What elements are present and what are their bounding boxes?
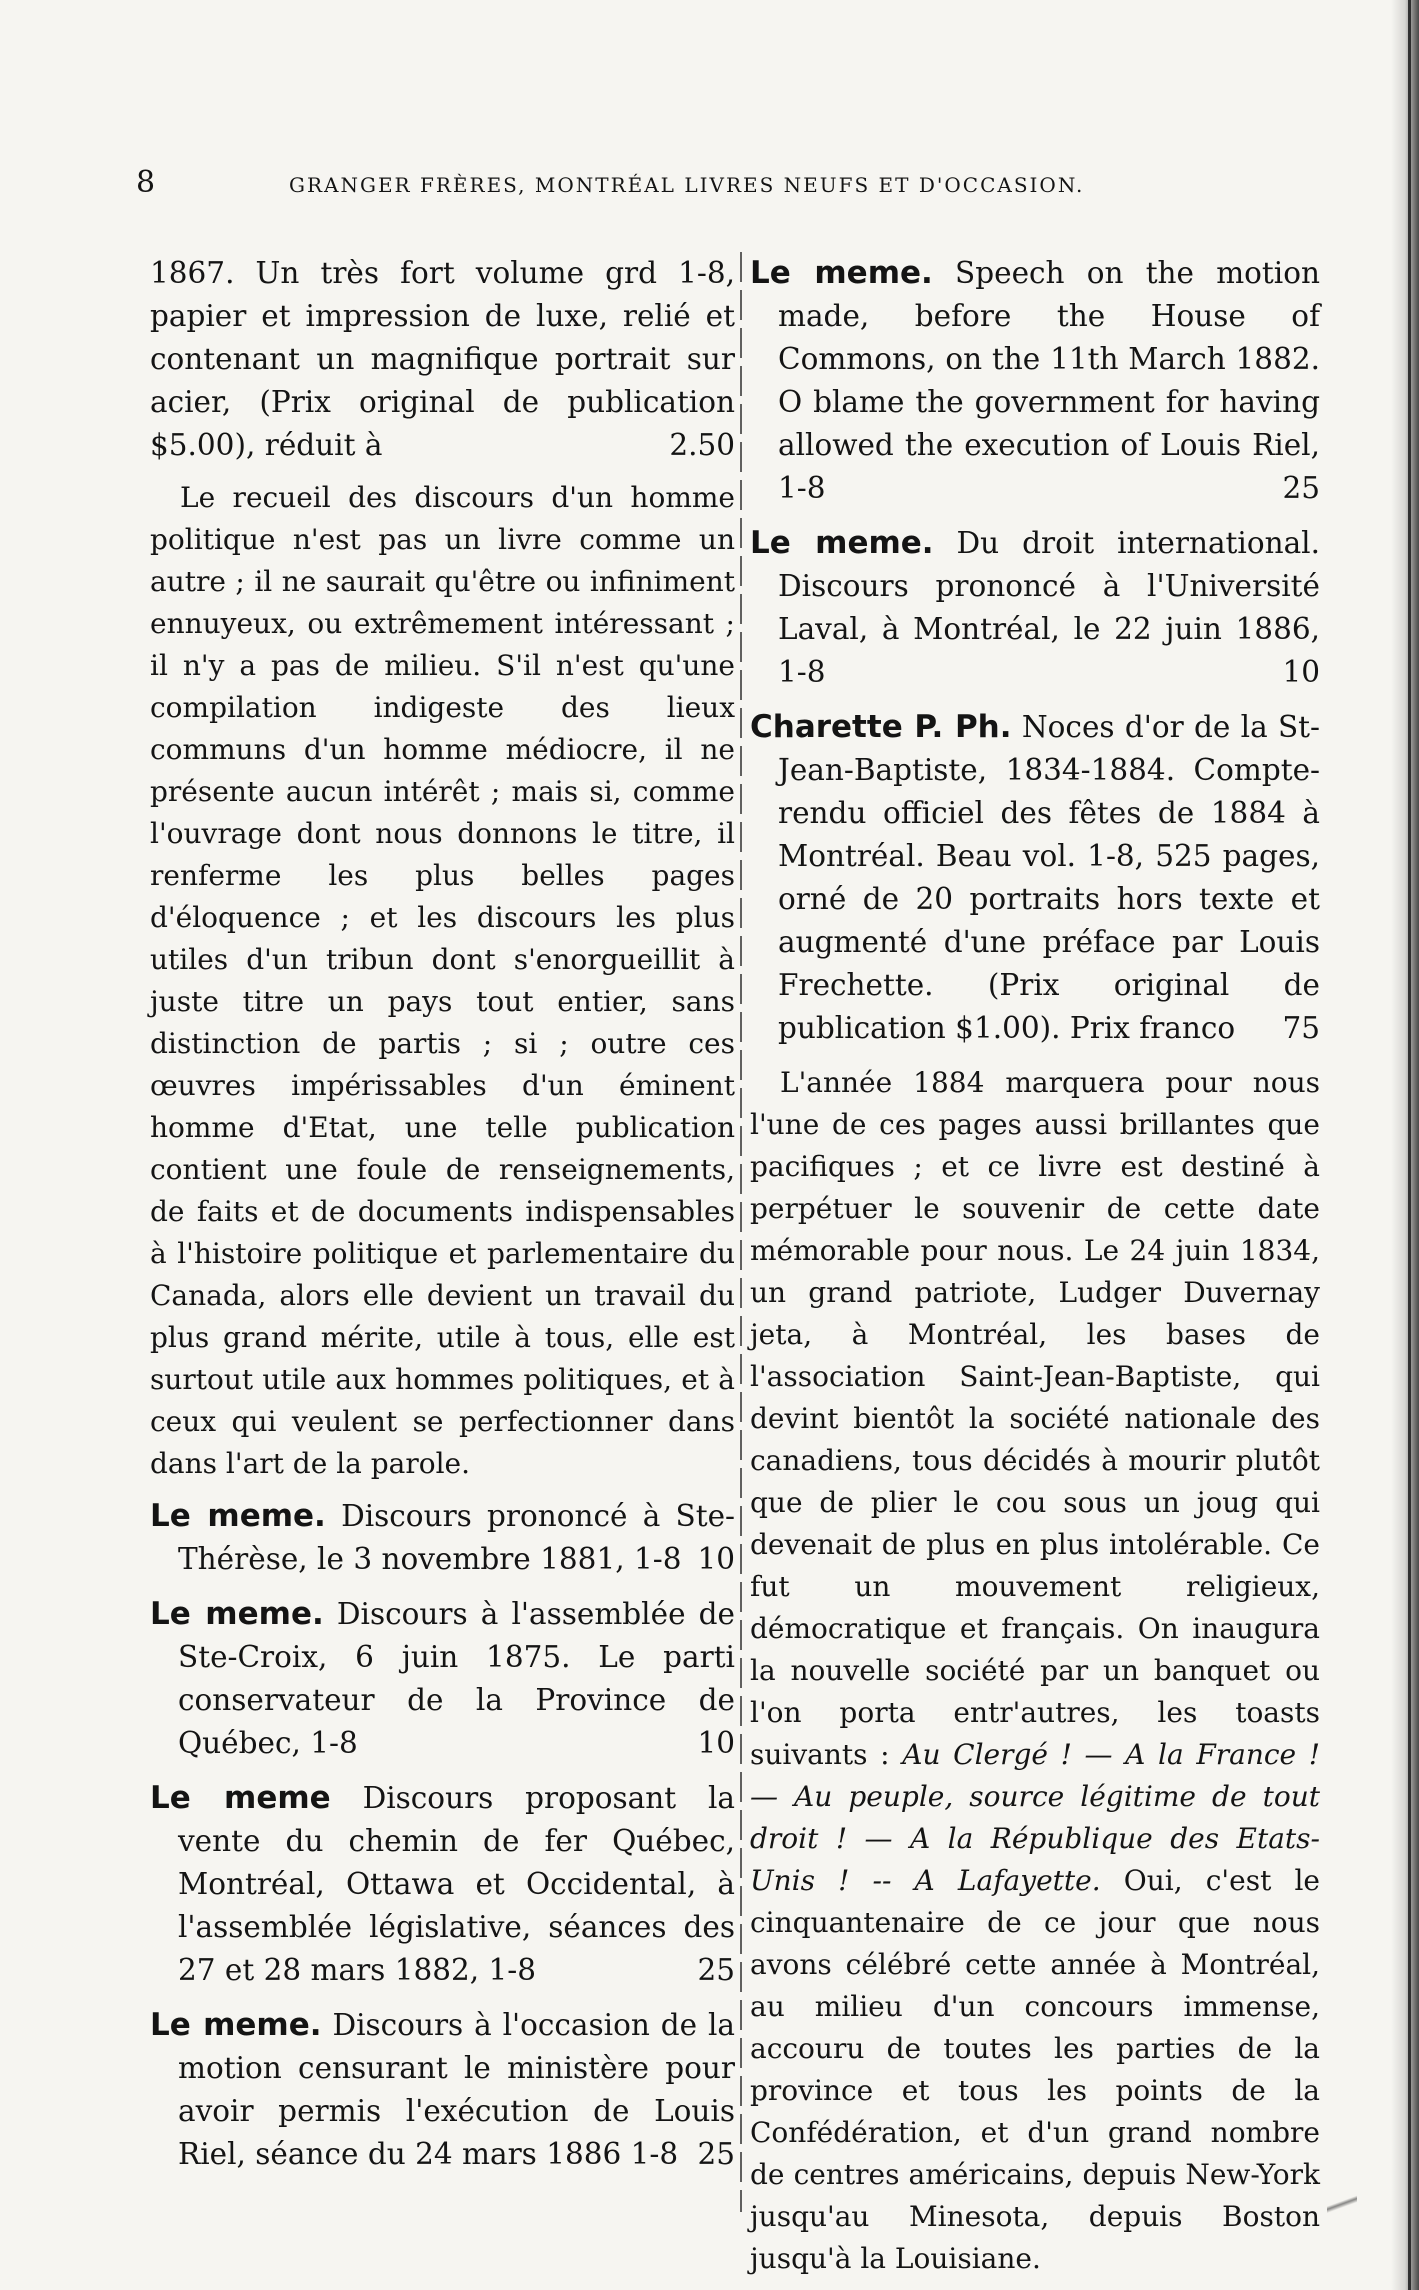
entry-text: Speech on the motion made, before the House of Commons, on the 11th March 1882. O blame the government for having allowed the execution of Louis Riel, 1-8 — [778, 256, 1320, 505]
catalogue-entry — [150, 2004, 735, 2176]
catalogue-entry — [150, 1777, 735, 1992]
page-corner-mark — [1327, 2178, 1357, 2230]
entry-author: Le meme. — [750, 255, 933, 291]
page-edge-line — [1408, 0, 1411, 2290]
entry-price: 10 — [697, 1542, 735, 1576]
entry-author: Le meme. — [750, 525, 934, 561]
entry-author: Le meme. — [150, 1498, 326, 1534]
entry-price: 25 — [697, 1953, 735, 1987]
commentary-text: L'année 1884 marquera pour nous l'une de ces pages aussi brillantes que pacifiques ; et ce livre est destiné à perpétuer le souvenir de cette date mémorable pour nous. Le 24 juin 1834, un grand patriote, Ludger Duvernay jeta, à Montréal, les bases de l'association Saint-Jean-Baptiste, qui devint bientôt la société nationale des canadiens, tous décidés à mourir plutôt que de plier le cou sous un joug qui devenait de plus en plus intolérable. Ce fut un mouvement religieux, démocratique et français. On inaugura la nouvelle société par un banquet ou l'on porta entr'autres, les toasts suivants : — [750, 1066, 1320, 1771]
catalogue-entry — [150, 1495, 735, 1581]
entry-text: Discours à l'occasion de la motion censurant le ministère pour avoir permis l'exécution de Louis Riel, séance du 24 mars 1886 1-8 — [178, 2008, 735, 2171]
entry-price: 2.50 — [669, 428, 735, 462]
commentary-paragraph: Le recueil des discours d'un homme politique n'est pas un livre comme un autre ; il ne saurait qu'être ou infiniment ennuyeux, ou extrêmement intéressant ; il n'y a pas de milieu. S'il n'est qu'une compilation indigeste des lieux communs d'un homme médiocre, il ne présente aucun intérêt ; mais si, comme l'ouvrage dont nous donnons le titre, il renferme les plus belles pages d'éloquence ; et les discours les plus utiles d'un tribun dont s'enorgueillit à juste titre un pays tout entier, sans distinction de partis ; si ; outre ces œuvres impérissables d'un éminent homme d'Etat, une telle publication contient une foule de renseignements, de faits et de documents indispensables à l'histoire politique et parlementaire du Canada, alors elle devient un travail du plus grand mérite, utile à tous, elle est surtout utile aux hommes politiques, et à ceux qui veulent se perfectionner dans dans l'art de la parole. — [150, 481, 735, 1480]
commentary-paragraph — [750, 1062, 1320, 2280]
right-column — [750, 252, 1320, 2280]
entry-text: Discours prononcé à Ste-Thérèse, le 3 novembre 1881, 1-8 — [178, 1499, 735, 1576]
entry-author: Le meme — [150, 1780, 331, 1816]
catalogue-entry — [750, 706, 1320, 1050]
column-divider — [740, 252, 742, 2212]
toasts-text: Au Clergé ! — A la France ! — Au peuple, source légitime de tout droit ! — A la République des Etats-Unis ! -- A Lafayette. — [750, 1738, 1321, 1897]
page-header — [136, 165, 1196, 215]
commentary-text: Oui, c'est le cinquantenaire de ce jour que nous avons célébré cette année à Montréal, au milieu d'un concours immense, accouru de toutes les parties de la province et tous les points de la Confédération, et d'un grand nombre de centres américains, depuis New-York jusqu'au Minesota, depuis Boston jusqu'à la Louisiane. — [750, 1864, 1320, 2275]
entry-author: Le meme. — [150, 1596, 324, 1632]
entry-author: Charette P. Ph. — [750, 709, 1012, 745]
entry-text: Discours proposant la vente du chemin de fer Québec, Montréal, Ottawa et Occidental, à l'assemblée législative, séances des 27 et 28 mars 1882, 1-8 — [178, 1781, 735, 1987]
entry-price: 25 — [697, 2137, 735, 2171]
running-head: GRANGER FRÈRES, MONTRÉAL LIVRES NEUFS ET D'OCCASION. — [289, 173, 1085, 197]
entry-continuation — [150, 252, 735, 467]
entry-price: 25 — [1282, 471, 1320, 505]
entry-price: 10 — [697, 1726, 735, 1760]
entry-text: Discours à l'assemblée de Ste-Croix, 6 juin 1875. Le parti conservateur de la Province de Québec, 1-8 — [178, 1597, 735, 1760]
entry-text: 1867. Un très fort volume grd 1-8, papier et impression de luxe, relié et contenant un magnifique portrait sur acier, (Prix original de publication $5.00), réduit à — [150, 256, 735, 462]
entry-text: Noces d'or de la St-Jean-Baptiste, 1834-1884. Compte-rendu officiel des fêtes de 1884 à Montréal. Beau vol. 1-8, 525 pages, orné de 20 portraits hors texte et augmenté d'une préface par Louis Frechette. (Prix original de publication $1.00). Prix franco — [778, 710, 1321, 1045]
entry-price: 10 — [1282, 655, 1320, 689]
page-edge-shadow — [1391, 0, 1419, 2290]
entry-price: 75 — [1282, 1011, 1320, 1045]
page-number: 8 — [136, 165, 156, 200]
entry-author: Le meme. — [150, 2007, 322, 2043]
catalogue-entry — [150, 1593, 735, 1765]
left-column — [150, 252, 735, 2188]
catalogue-entry — [750, 252, 1320, 510]
catalogue-entry — [750, 522, 1320, 694]
entry-text: Du droit international. Discours prononcé à l'Université Laval, à Montréal, le 22 juin 1886, 1-8 — [778, 526, 1320, 689]
